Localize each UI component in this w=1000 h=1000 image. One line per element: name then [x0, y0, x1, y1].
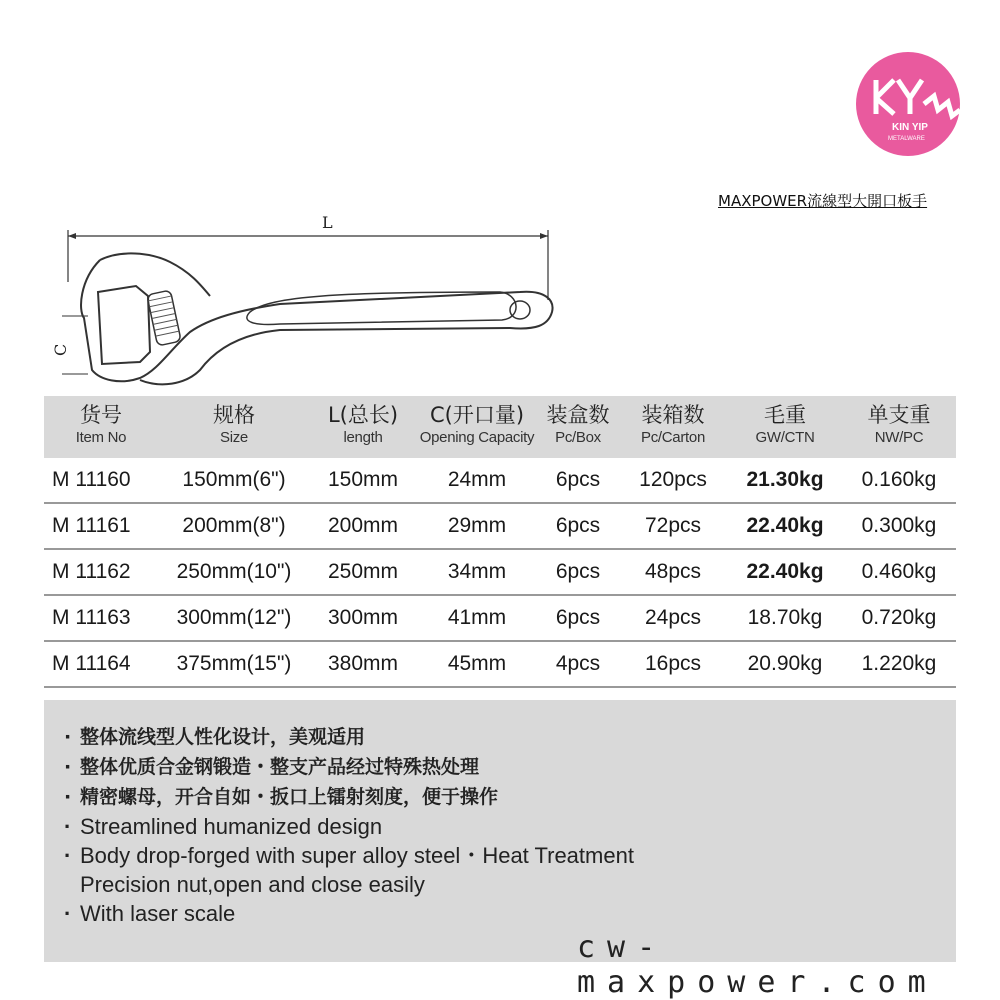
cell-size: 200mm(8"): [158, 503, 310, 549]
logo-text: KIN YIP: [892, 122, 928, 133]
cell-pc-box: 6pcs: [538, 503, 618, 549]
feature-zh: · 精密螺母，开合自如・扳口上镭射刻度，便于操作: [64, 782, 956, 812]
header-opening-capacity: C(开口量) Opening Capacity: [416, 396, 538, 458]
cell-length: 150mm: [310, 458, 416, 503]
cell-item-no: M 11162: [44, 549, 158, 595]
cell-pc-carton: 48pcs: [618, 549, 728, 595]
feature-en: · Body drop-forged with super alloy steel・Heat Treatment: [64, 841, 956, 870]
cell-size: 300mm(12"): [158, 595, 310, 641]
features-panel: [44, 700, 956, 962]
cell-gw: 21.30kg: [728, 458, 842, 503]
spec-table: [44, 396, 956, 688]
cell-nw: 0.720kg: [842, 595, 956, 641]
product-title: MAXPOWER流線型大開口板手: [718, 192, 928, 210]
cell-opening: 24mm: [416, 458, 538, 503]
cell-nw: 0.160kg: [842, 458, 956, 503]
cell-item-no: M 11160: [44, 458, 158, 503]
cell-length: 250mm: [310, 549, 416, 595]
feature-en: · With laser scale: [64, 899, 956, 928]
cell-pc-carton: 16pcs: [618, 641, 728, 687]
cell-gw: 20.90kg: [728, 641, 842, 687]
cell-nw: 1.220kg: [842, 641, 956, 687]
cell-pc-carton: 24pcs: [618, 595, 728, 641]
features-list: [44, 700, 956, 928]
cell-pc-carton: 120pcs: [618, 458, 728, 503]
length-label: L: [322, 213, 333, 232]
cell-size: 150mm(6"): [158, 458, 310, 503]
table-row: [44, 549, 956, 595]
cell-item-no: M 11164: [44, 641, 158, 687]
cell-opening: 29mm: [416, 503, 538, 549]
table-header-row: [44, 396, 956, 458]
cell-nw: 0.460kg: [842, 549, 956, 595]
cell-gw: 22.40kg: [728, 549, 842, 595]
cell-length: 380mm: [310, 641, 416, 687]
header-length: L(总长) length: [310, 396, 416, 458]
cell-item-no: M 11161: [44, 503, 158, 549]
logo-subtext: METALWARE: [888, 136, 925, 142]
feature-en: · Streamlined humanized design: [64, 812, 956, 841]
website-url: cw-maxpower.com: [577, 930, 938, 1000]
header-size: 规格 Size: [158, 396, 310, 458]
header-item-no: 货号 Item No: [44, 396, 158, 458]
cell-gw: 22.40kg: [728, 503, 842, 549]
kin-yip-logo: [848, 52, 968, 156]
cell-pc-box: 6pcs: [538, 458, 618, 503]
capacity-label: C: [51, 343, 70, 356]
table-row: [44, 641, 956, 687]
cell-pc-box: 6pcs: [538, 595, 618, 641]
cell-size: 250mm(10"): [158, 549, 310, 595]
cell-opening: 45mm: [416, 641, 538, 687]
cell-size: 375mm(15"): [158, 641, 310, 687]
cell-length: 200mm: [310, 503, 416, 549]
cell-gw: 18.70kg: [728, 595, 842, 641]
table-row: [44, 458, 956, 503]
feature-en: Precision nut,open and close easily: [80, 872, 425, 897]
cell-pc-box: 6pcs: [538, 549, 618, 595]
header-gw-ctn: 毛重 GW/CTN: [728, 396, 842, 458]
wrench-drawing: [40, 200, 580, 390]
cell-item-no: M 11163: [44, 595, 158, 641]
feature-zh: · 整体流线型人性化设计，美观适用: [64, 722, 956, 752]
feature-zh: · 整体优质合金钢锻造・整支产品经过特殊热处理: [64, 752, 956, 782]
cell-nw: 0.300kg: [842, 503, 956, 549]
cell-opening: 41mm: [416, 595, 538, 641]
cell-opening: 34mm: [416, 549, 538, 595]
table-row: [44, 503, 956, 549]
cell-length: 300mm: [310, 595, 416, 641]
header-nw-pc: 单支重 NW/PC: [842, 396, 956, 458]
cell-pc-box: 4pcs: [538, 641, 618, 687]
header-pc-carton: 装箱数 Pc/Carton: [618, 396, 728, 458]
table-row: [44, 595, 956, 641]
cell-pc-carton: 72pcs: [618, 503, 728, 549]
header-pc-box: 装盒数 Pc/Box: [538, 396, 618, 458]
